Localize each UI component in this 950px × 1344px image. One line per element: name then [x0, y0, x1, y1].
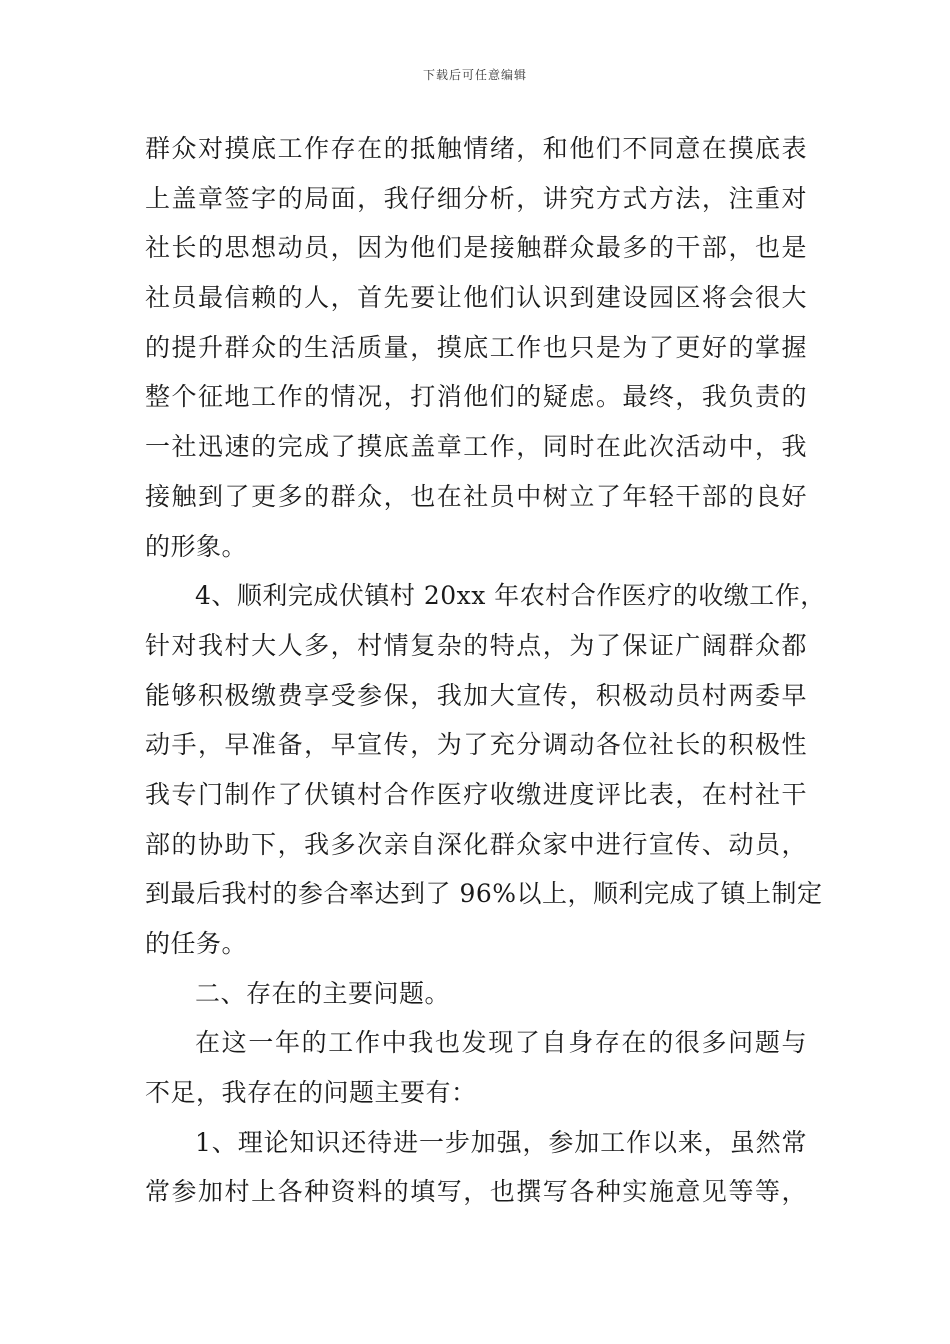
text-line: 上盖章签字的局面，我仔细分析，讲究方式方法，注重对: [145, 183, 807, 213]
text-line: 整个征地工作的情况，打消他们的疑虑。最终，我负责的: [145, 382, 807, 412]
paragraph-4: [145, 1118, 807, 1217]
text-line: 的任务。: [145, 929, 248, 958]
text-line: 我专门制作了伏镇村合作医疗收缴进度评比表，在村社干: [145, 779, 807, 809]
text-line: 的形象。: [145, 531, 248, 561]
text-line: 部的协助下，我多次亲自深化群众家中进行宣传、动员，: [145, 829, 807, 859]
section-heading: [145, 969, 807, 1019]
text-line: 常参加村上各种资料的填写，也撰写各种实施意见等等，: [145, 1177, 807, 1207]
paragraph-1: [145, 124, 807, 571]
text-line: 能够积极缴费享受参保，我加大宣传，积极动员村两委早: [145, 680, 807, 710]
paragraph-2: [145, 571, 826, 969]
text-line: 4、顺利完成伏镇村 20xx 年农村合作医疗的收缴工作，: [195, 581, 826, 611]
paragraph-3: [145, 1018, 807, 1117]
text-line: 到最后我村的参合率达到了 96%以上，顺利完成了镇上制定: [145, 879, 823, 909]
text-line: 的提升群众的生活质量，摸底工作也只是为了更好的掌握: [145, 332, 807, 362]
text-line: 1、理论知识还待进一步加强，参加工作以来，虽然常: [195, 1127, 807, 1157]
text-line: 动手，早准备，早宣传，为了充分调动各位社长的积极性: [145, 730, 807, 760]
text-line: 社长的思想动员，因为他们是接触群众最多的干部，也是: [145, 233, 807, 263]
page-header: 下载后可任意编辑: [422, 68, 527, 82]
text-line: 社员最信赖的人，首先要让他们认识到建设园区将会很大: [145, 283, 807, 313]
text-line: 针对我村大人多，村情复杂的特点，为了保证广阔群众都: [145, 630, 807, 660]
text-line: 不足，我存在的问题主要有：: [145, 1078, 477, 1108]
text-line: 在这一年的工作中我也发现了自身存在的很多问题与: [195, 1028, 807, 1058]
text-line: 一社迅速的完成了摸底盖章工作，同时在此次活动中，我: [145, 432, 807, 462]
text-line: 群众对摸底工作存在的抵触情绪，和他们不同意在摸底表: [145, 134, 807, 163]
document-body: [145, 124, 826, 1217]
text-line: 接触到了更多的群众，也在社员中树立了年轻干部的良好: [145, 481, 807, 511]
section-title: 二、存在的主要问题。: [195, 978, 451, 1008]
